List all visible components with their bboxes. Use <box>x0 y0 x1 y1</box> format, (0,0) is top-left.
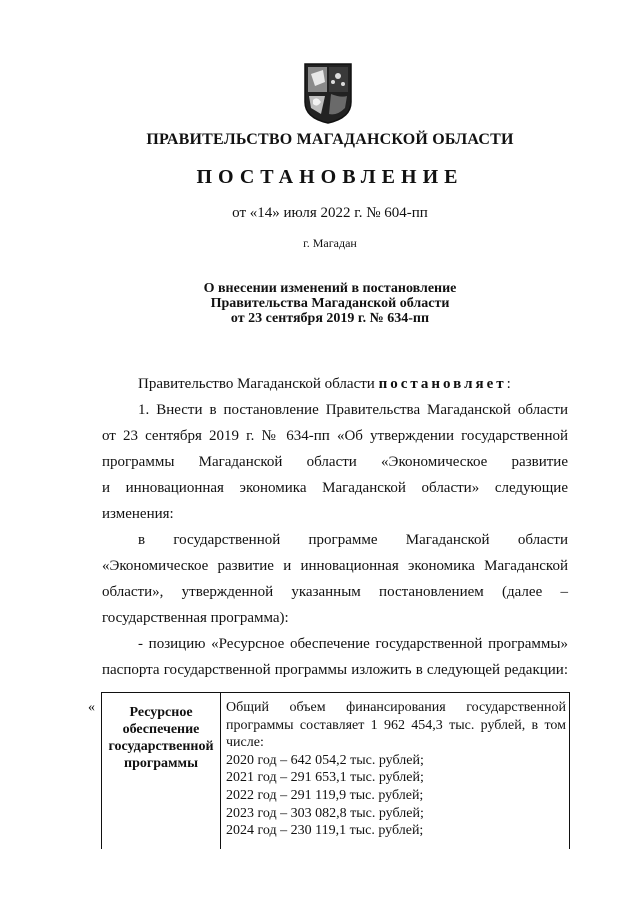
paragraph-1-line: от 23 сентября 2019 г. № 634-пп «Об утверждении государственной <box>102 428 568 444</box>
intro-verb: постановляет <box>378 376 507 392</box>
content-line: 2022 год – 291 119,9 тыс. рублей; <box>226 787 424 803</box>
paragraph-1-line: изменения: <box>102 506 174 522</box>
label-line: Ресурсное <box>129 705 193 720</box>
decree-city: г. Магадан <box>303 236 357 250</box>
label-line: программы <box>124 756 198 771</box>
content-line: 2024 год – 230 119,1 тыс. рублей; <box>226 823 424 839</box>
paragraph-2-line: государственная программа): <box>102 610 289 626</box>
opening-quote: « <box>88 700 95 715</box>
decree-body <box>102 371 568 683</box>
paragraph-1-line: 1. Внести в постановление Правительства Магаданской области <box>138 402 568 418</box>
content-line: Общий объем финансирования государственной <box>226 700 566 715</box>
subject-line: от 23 сентября 2019 г. № 634-пп <box>230 311 430 326</box>
decree-heading: ПОСТАНОВЛЕНИЕ <box>196 166 464 188</box>
table-label-cell <box>102 693 221 849</box>
decree-date-number: от «14» июля 2022 г. № 604-пп <box>232 205 428 221</box>
paragraph-1-line: и инновационная экономика Магаданской области» следующие <box>102 480 568 496</box>
table-content-cell <box>226 699 566 840</box>
content-line: 2023 год – 303 082,8 тыс. рублей; <box>226 805 424 821</box>
content-line: 2021 год – 291 653,1 тыс. рублей; <box>226 770 424 786</box>
intro-suffix: : <box>506 376 511 392</box>
paragraph-2-line: области», утвержденной указанным постановлением (далее – <box>102 584 568 600</box>
intro-prefix: Правительство Магаданской области <box>138 376 375 392</box>
content-line: программы составляет 1 962 454,3 тыс. рублей, в том <box>226 717 566 733</box>
subject-line: О внесении изменений в постановление <box>203 281 457 296</box>
intro-line <box>102 371 568 397</box>
subject-line: Правительства Магаданской области <box>210 296 450 311</box>
paragraph-3-line: паспорта государственной программы изложить в следующей редакции: <box>102 662 568 678</box>
content-line: 2020 год – 642 054,2 тыс. рублей; <box>226 752 424 768</box>
paragraph-2-line: в государственной программе Магаданской области <box>138 532 568 548</box>
label-line: государственной <box>108 739 214 754</box>
government-name: ПРАВИТЕЛЬСТВО МАГАДАНСКОЙ ОБЛАСТИ <box>146 131 514 148</box>
paragraph-1-line: программы Магаданской области «Экономическое развитие <box>102 454 568 470</box>
paragraph-2-line: «Экономическое развитие и инновационная экономика Магаданской <box>102 558 568 574</box>
coat-of-arms-icon <box>303 62 353 124</box>
decree-subject <box>120 281 540 326</box>
content-line: числе: <box>226 735 264 751</box>
paragraph-3-line: - позицию «Ресурсное обеспечение государственной программы» <box>138 636 568 652</box>
label-line: обеспечение <box>122 722 200 737</box>
resource-table <box>101 692 570 849</box>
